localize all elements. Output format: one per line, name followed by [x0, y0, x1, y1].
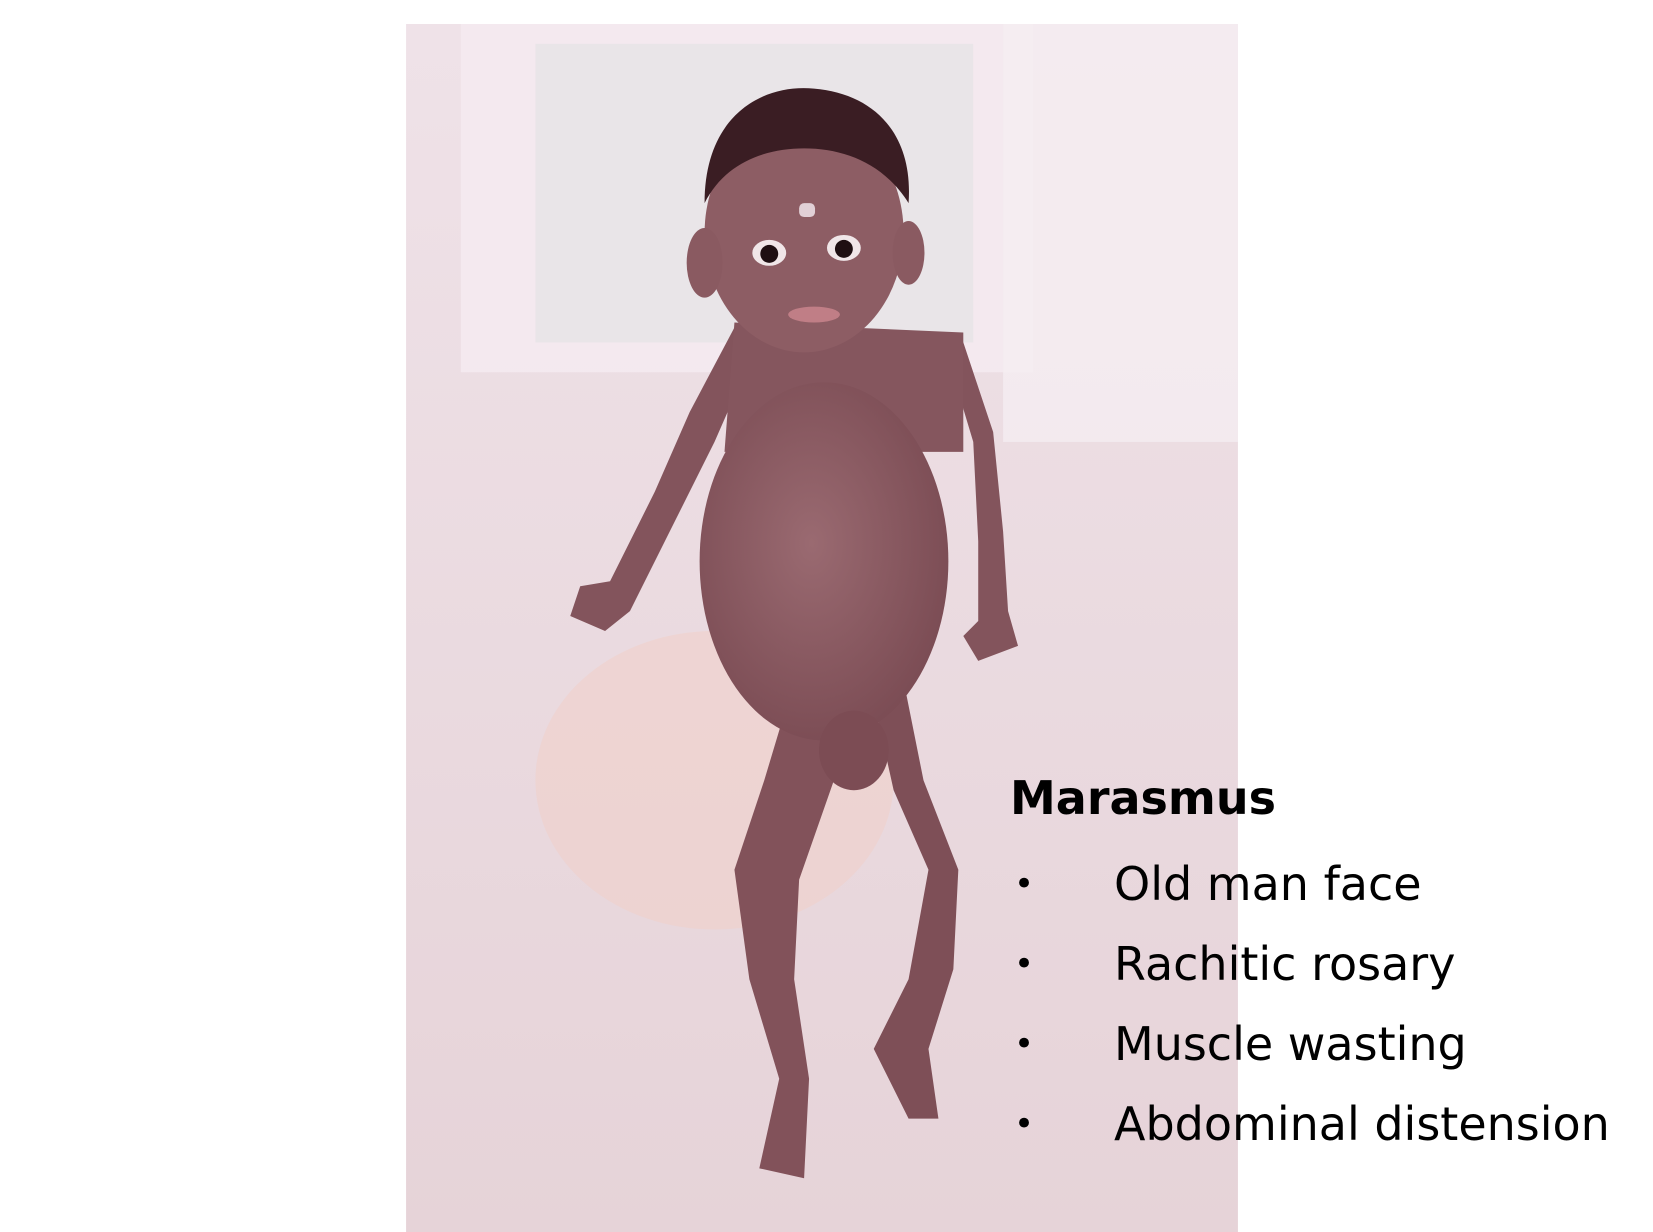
list-item: [1010, 924, 1650, 1004]
left-pupil: [760, 245, 778, 263]
bullet-icon: •: [1014, 944, 1035, 984]
list-item: [1010, 1084, 1650, 1164]
symptom-list: [1010, 844, 1650, 1164]
list-item-text: Muscle wasting: [1114, 1017, 1467, 1071]
list-item-text: Abdominal distension: [1114, 1097, 1610, 1151]
bullet-icon: •: [1014, 864, 1035, 904]
list-item: [1010, 1004, 1650, 1084]
forehead-mark: [799, 203, 815, 217]
list-item-text: Old man face: [1114, 857, 1422, 911]
mouth: [788, 307, 840, 323]
left-ear: [687, 228, 723, 298]
list-item-text: Rachitic rosary: [1114, 937, 1456, 991]
caption-block: [1010, 768, 1650, 1164]
bullet-icon: •: [1014, 1104, 1035, 1144]
slide-title: Marasmus: [1010, 771, 1276, 825]
genital-area: [819, 711, 889, 791]
cloth-fold: [1003, 24, 1238, 442]
list-item: [1010, 844, 1650, 924]
right-ear: [893, 221, 925, 285]
bullet-icon: •: [1014, 1024, 1035, 1064]
right-pupil: [835, 240, 853, 258]
abdomen: [700, 382, 949, 740]
